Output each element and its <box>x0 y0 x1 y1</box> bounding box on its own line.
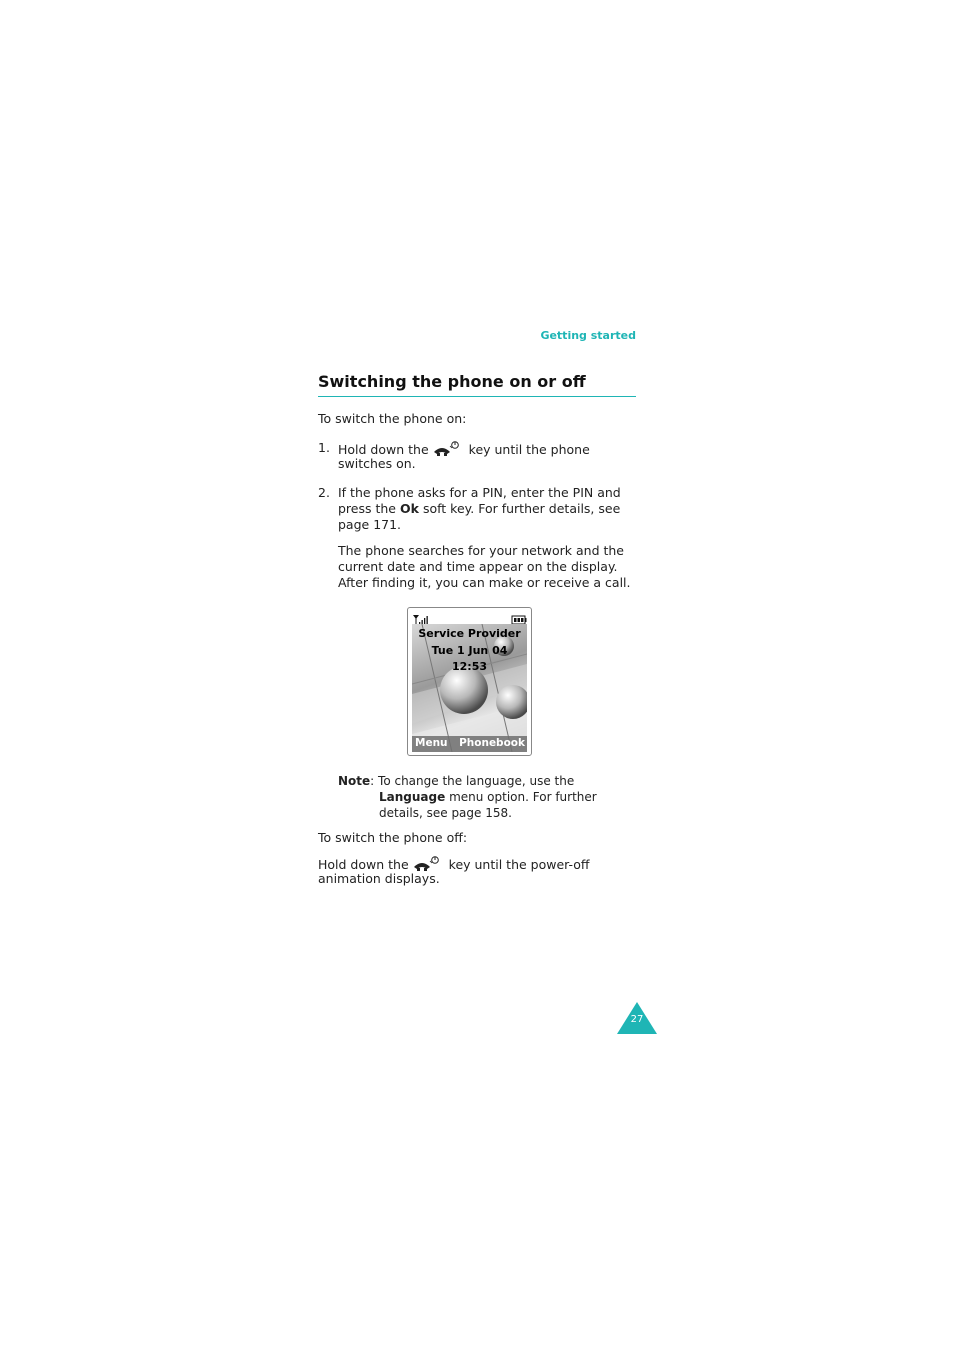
ok-softkey-label: Ok <box>400 501 419 516</box>
step-2-followup-3: After finding it, you can make or receive a call. <box>338 575 631 590</box>
note-line-1-text: To change the language, use the <box>378 774 575 788</box>
step-2-before-bold: press the <box>338 501 397 516</box>
note-line-1: Note: To change the language, use the <box>338 774 575 788</box>
off-instruction-line-2: animation displays. <box>318 871 440 886</box>
menu-softkey: Menu <box>415 737 448 749</box>
off-after-icon: key until the power-off <box>448 857 590 872</box>
step-1-number: 1. <box>318 440 330 455</box>
time-text: 12:53 <box>451 660 487 673</box>
phone-screen <box>412 624 527 752</box>
status-bar <box>412 611 529 623</box>
end-call-power-icon <box>432 440 466 458</box>
step-2-line-2 <box>338 501 620 517</box>
battery-icon <box>512 616 527 624</box>
softkey-bar <box>412 736 527 752</box>
intro-off: To switch the phone off: <box>318 830 468 845</box>
step-2-followup-2: current date and time appear on the display. <box>338 559 618 574</box>
step-2-line-3: page 171. <box>338 517 402 532</box>
step-1-before-icon: Hold down the <box>338 442 429 457</box>
page-number: 27 <box>630 1014 644 1025</box>
service-provider-text: Service Provider <box>418 627 521 640</box>
step-2-number: 2. <box>318 485 330 500</box>
step-2-after-bold: soft key. For further details, see <box>422 501 621 516</box>
title-underline <box>318 396 636 397</box>
phone-display-illustration <box>407 607 532 756</box>
step-1-line-2: switches on. <box>338 456 416 471</box>
note-line-3: details, see page 158. <box>379 806 512 820</box>
language-menu-label: Language <box>379 790 446 804</box>
off-before-icon: Hold down the <box>318 857 409 872</box>
step-2-followup-1: The phone searches for your network and the <box>338 543 624 558</box>
step-1-after-icon: key until the phone <box>468 442 590 457</box>
phonebook-softkey: Phonebook <box>459 737 525 749</box>
intro-on: To switch the phone on: <box>318 411 467 426</box>
section-label: Getting started <box>540 329 636 342</box>
step-2-line-1: If the phone asks for a PIN, enter the PIN and <box>338 485 621 500</box>
page-title: Switching the phone on or off <box>318 372 586 391</box>
note-label: Note <box>338 774 371 788</box>
note-line-2-text: menu option. For further <box>449 790 597 804</box>
date-text: Tue 1 Jun 04 <box>431 644 508 657</box>
note-line-2 <box>379 789 597 805</box>
